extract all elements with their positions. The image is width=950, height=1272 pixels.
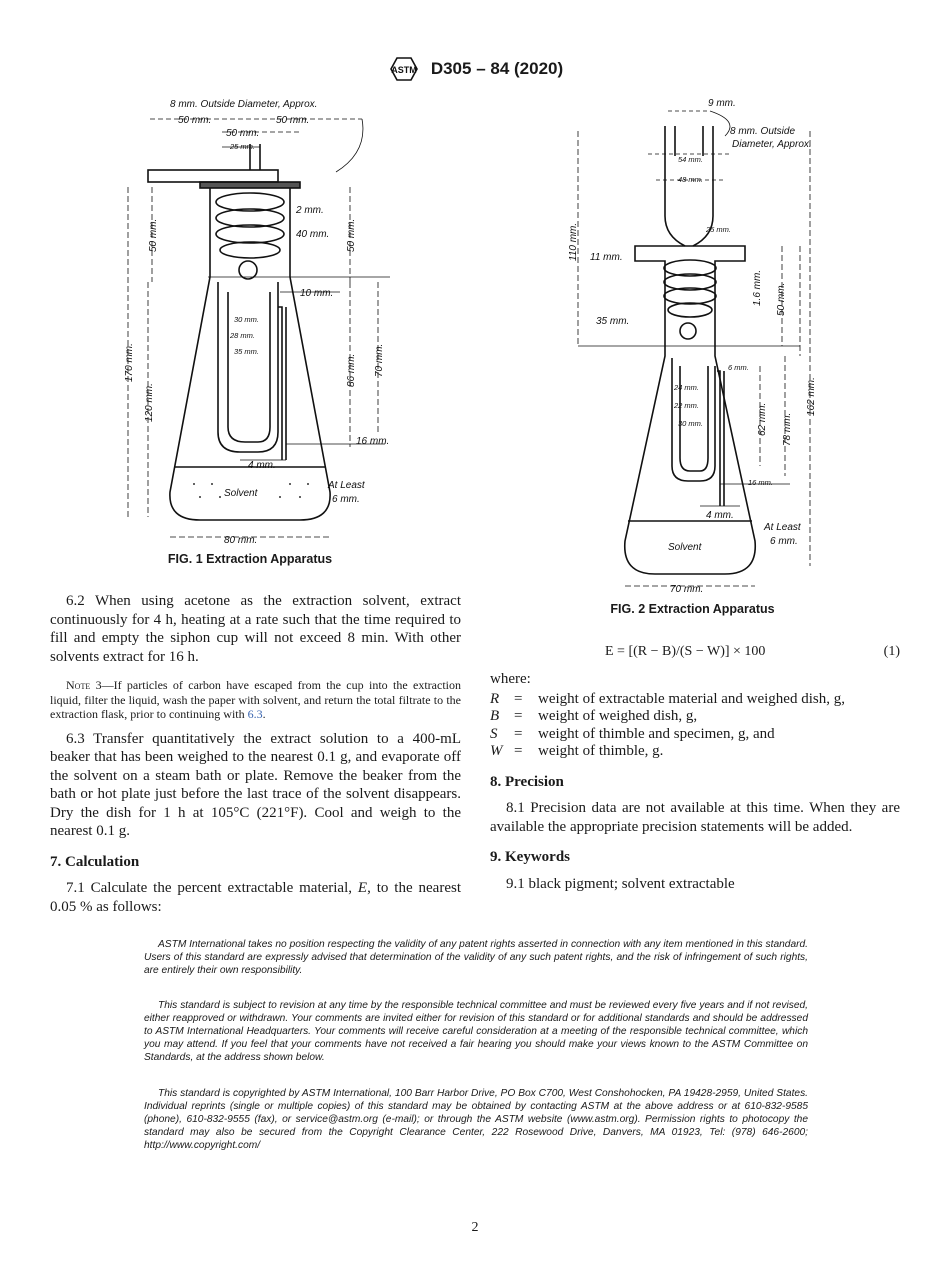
note-end: . [262, 707, 266, 721]
fig2-label: Diameter, Approx. [732, 139, 812, 150]
p71-part-b: , to the nearest 0.05 % as follows: [50, 880, 462, 915]
fig2-label: 8 mm. Outside [730, 126, 796, 137]
var-description: weight of thimble, g. [538, 743, 664, 759]
fig1-label: 170 mm. [124, 343, 135, 382]
note-label: Note 3 [66, 678, 102, 692]
fig2-label: 6 mm. [770, 536, 798, 547]
fig1-label: 70 mm. [374, 343, 385, 377]
section-6-3-link[interactable]: 6.3 [247, 707, 263, 721]
var-symbol: W [490, 743, 503, 759]
fig2-label: 70 mm. [670, 584, 704, 595]
heading-keywords: 9. Keywords [490, 849, 570, 865]
fig2-label: 50 mm. [776, 282, 787, 316]
fig2-label: 6 mm. [728, 363, 749, 372]
fig1-label: 80 mm. [224, 535, 258, 546]
equation: E = [(R − B)/(S − W)] × 100 [605, 644, 766, 659]
var-symbol: B [490, 708, 500, 724]
paragraph-6-2: 6.2 When using acetone as the extraction solvent, extract continuously for 4 h, heating at a rate such that the time required to fill and empty the siphon cup will not exceed 8 min. With other solvents extract for 16 h. [50, 593, 461, 665]
svg-text:ASTM: ASTM [391, 65, 417, 75]
page-number: 2 [471, 1220, 479, 1235]
page-header [0, 56, 950, 82]
fig2-label: 48 mm. [678, 175, 704, 184]
paragraph-9-1: 9.1 black pigment; solvent extractable [506, 875, 735, 892]
paragraph-7-1 [50, 879, 461, 916]
heading-precision: 8. Precision [490, 773, 564, 790]
fig1-label: 40 mm. [296, 229, 330, 240]
fig2-label: 11 mm. [590, 252, 623, 263]
paragraph-6-3: 6.3 Transfer quantitatively the extract solution to a 400-mL beaker that has been weighed to the nearest 0.1 g, and evaporate off the solvent on a steam bath or plate. Remove the beaker from the bath or hot plate just before the last trace of the solvent disappears. Dry the dish for 1 h at 105°C (221°F). Cool and weigh to the nearest 0.1 g. [50, 730, 461, 839]
fig2-label: 24 mm. [674, 383, 700, 392]
variable-row [490, 691, 900, 709]
p71-variable: E [357, 880, 368, 896]
fig1-label: 120 mm. [144, 383, 155, 422]
figure-2 [560, 96, 850, 626]
right-column [490, 670, 900, 893]
var-eq: = [514, 725, 523, 742]
footer-revision-notice: This standard is subject to revision at any time by the responsible technical committee and must be reviewed every five years and if not revised, either reapproved or withdrawn. Your comments are invited either for revision of this standard or for additional standards and should be addressed to ASTM International Headquarters. Your comments will receive careful consideration at a meeting of the responsible technical committee, which you may attend. If you feel that your comments have not received a fair hearing you should make your views known to the ASTM Committee on Standards, at the address shown below. [144, 1000, 808, 1063]
var-description: weight of extractable material and weighed dish, g, [538, 690, 845, 707]
fig1-label: 50 mm. [226, 128, 260, 139]
astm-logo-icon [387, 56, 421, 82]
fig2-label: 35 mm. [596, 316, 630, 327]
variable-row [490, 743, 900, 761]
fig2-label-solvent: Solvent [668, 542, 702, 553]
fig1-label: 50 mm. [276, 115, 310, 126]
document-code: D305 – 84 (2020) [430, 59, 564, 78]
figure-1-drawing [100, 92, 400, 552]
fig2-label: 78 mm. [782, 412, 793, 446]
variable-row [490, 726, 900, 744]
figure-2-drawing [560, 96, 850, 596]
where-label: where: [490, 671, 531, 687]
figure-2-caption: FIG. 2 Extraction Apparatus [610, 602, 775, 616]
fig1-label: 25 mm. [230, 142, 256, 151]
fig1-label-outside-diameter: 8 mm. Outside Diameter, Approx. [170, 99, 318, 110]
fig2-label: 30 mm. [678, 419, 704, 428]
fig2-label: 54 mm. [678, 155, 704, 164]
var-description: weight of thimble and specimen, g, and [538, 725, 775, 742]
note-3 [50, 678, 461, 722]
fig1-label: At Least [328, 480, 365, 491]
fig1-label-solvent: Solvent [224, 488, 258, 499]
fig1-label: 50 mm. [148, 218, 159, 252]
var-eq: = [514, 708, 523, 724]
note-text: —If particles of carbon have escaped from the cup into the extraction liquid, filter the liquid, wash the paper with solvent, and return the total filtrate to the extraction flask, prior to continuing with [50, 678, 462, 721]
var-symbol: S [490, 725, 498, 742]
fig1-label: 28 mm. [230, 331, 256, 340]
footer-patent-notice: ASTM International takes no position respecting the validity of any patent rights asserted in connection with any item mentioned in this standard. Users of this standard are expressly advised that determination of the validity of any such patent rights, and the risk of infringement of such rights, are entirely their own responsibility. [144, 939, 808, 976]
figure-1 [100, 92, 400, 572]
fig1-label: 2 mm. [296, 205, 324, 216]
fig2-label: 162 mm. [806, 377, 817, 416]
fig1-label: 50 mm. [346, 218, 357, 252]
p71-part-a: 7.1 Calculate the percent extractable material, [66, 880, 358, 896]
fig2-label: 4 mm. [706, 510, 734, 521]
variable-row [490, 708, 900, 726]
footer-copyright-notice: This standard is copyrighted by ASTM International, 100 Barr Harbor Drive, PO Box C700, West Conshohocken, PA 19428-2959, United States. Individual reprints (single or multiple copies) of this standard may be obtained by contacting ASTM at the above address or at 610-832-9585 (phone), 610-832-9555 (fax), or service@astm.org (e-mail); or through the ASTM website (www.astm.org). Permission rights to photocopy the standard may also be secured from the Copyright Clearance Center, 222 Rosewood Drive, Danvers, MA 01923, Tel: (978) 646-2600; http://www.copyright.com/ [144, 1088, 808, 1151]
fig1-label: 6 mm. [332, 494, 360, 505]
fig2-label: 1.6 mm. [752, 269, 763, 306]
variable-list [490, 691, 900, 761]
left-column [50, 592, 461, 916]
var-eq: = [514, 690, 523, 707]
paragraph-8-1: 8.1 Precision data are not available at this time. When they are available the appropriate precision statements will be added. [490, 800, 900, 835]
fig1-label: 4 mm. [248, 460, 276, 471]
fig1-label: 10 mm. [300, 288, 334, 299]
fig2-label: 110 mm. [568, 222, 579, 261]
fig1-label: 30 mm. [234, 315, 260, 324]
fig2-label: 25 mm. [706, 225, 732, 234]
fig1-label: 50 mm. [178, 115, 212, 126]
fig1-label: 16 mm. [356, 436, 390, 447]
equation-number: (1) [883, 644, 900, 659]
var-symbol: R [490, 690, 500, 707]
fig2-label: 22 mm. [674, 401, 700, 410]
fig2-label: 16 mm. [748, 478, 774, 487]
fig1-label: 86 mm. [346, 353, 357, 387]
fig1-label: 35 mm. [234, 347, 260, 356]
heading-calculation: 7. Calculation [50, 853, 140, 870]
fig2-label: At Least [764, 522, 801, 533]
var-description: weight of weighed dish, g, [538, 708, 698, 724]
var-eq: = [514, 743, 523, 759]
figure-1-caption: FIG. 1 Extraction Apparatus [167, 552, 333, 566]
fig2-label: 9 mm. [708, 98, 736, 109]
fig2-label: 62 mm. [757, 402, 768, 436]
